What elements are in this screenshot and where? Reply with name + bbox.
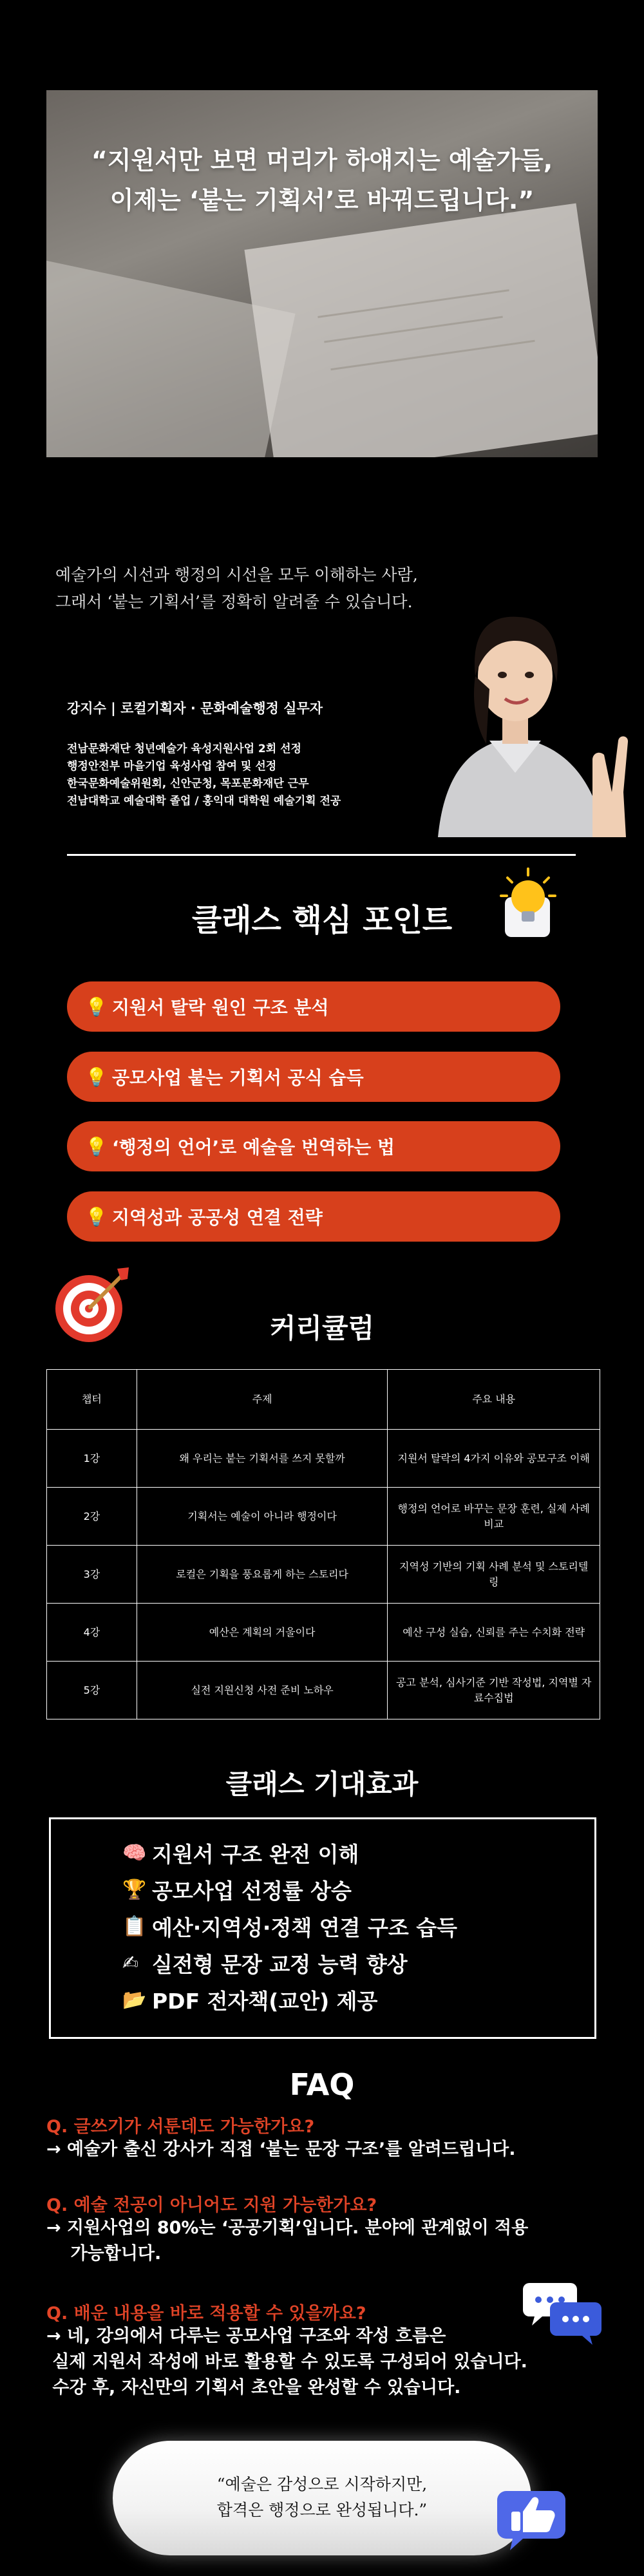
table-cell: 왜 우리는 붙는 기획서를 쓰지 못할까: [137, 1430, 388, 1488]
faq-question: Q. 글쓰기가 서툰데도 가능한가요?: [46, 2117, 315, 2137]
curriculum-table: [46, 1369, 600, 1719]
table-row: [47, 1604, 600, 1662]
instructor-career: [67, 741, 341, 810]
point-item: [67, 1121, 560, 1171]
thumbs-up-icon: [495, 2485, 572, 2555]
table-cell: 지역성 기반의 기획 사례 분석 및 스토리텔링: [388, 1546, 600, 1604]
effect-item: [122, 1911, 457, 1942]
column-header: 주요 내용: [388, 1370, 600, 1430]
table-row: [47, 1430, 600, 1488]
faq-question: Q. 배운 내용을 바로 적용할 수 있을까요?: [46, 2304, 366, 2324]
hero-image: [46, 90, 598, 457]
faq-answer-line: → 지원사업의 80%는 ‘공공기획’입니다. 분야에 관계없이 적용: [46, 2218, 529, 2238]
table-row: [47, 1662, 600, 1719]
table-cell: 행정의 언어로 바꾸는 문장 훈련, 실제 사례 비교: [388, 1488, 600, 1546]
hero-quote: [46, 140, 598, 220]
table-cell: 1강: [47, 1430, 137, 1488]
faq-question: Q. 예술 전공이 아니어도 지원 가능한가요?: [46, 2195, 377, 2215]
effect-text: 예산·지역성·정책 연결 구조 습득: [152, 1915, 457, 1940]
instructor-name: 강지수 | 로컬기획자 · 문화예술행정 실무자: [67, 701, 323, 716]
table-cell: 공고 분석, 심사기준 기반 작성법, 지역별 자료수집법: [388, 1662, 600, 1719]
career-item: 전남문화재단 청년예술가 육성지원사업 2회 선정: [67, 743, 301, 755]
table-cell: 3강: [47, 1546, 137, 1604]
section-divider: [67, 854, 576, 856]
point-item: [67, 1191, 560, 1242]
lightbulb-icon: 💡: [85, 1135, 108, 1157]
instructor-photo: [399, 580, 631, 837]
curriculum-title: 커리큘럼: [269, 1312, 375, 1344]
effect-item: [122, 1875, 352, 1905]
point-item: [67, 981, 560, 1032]
intro-line: 그래서 ‘붙는 기획서’를 정확히 알려줄 수 있습니다.: [55, 592, 413, 611]
table-cell: 지원서 탈락의 4가지 이유와 공모구조 이해: [388, 1430, 600, 1488]
table-cell: 4강: [47, 1604, 137, 1662]
effect-text: PDF 전자책(교안) 제공: [152, 1989, 378, 2014]
effect-text: 지원서 구조 완전 이해: [152, 1842, 359, 1867]
point-text: 지역성과 공공성 연결 전략: [112, 1207, 323, 1228]
lightbulb-icon: 💡: [85, 996, 108, 1018]
effect-text: 공모사업 선정률 상승: [152, 1879, 352, 1904]
faq-answer-line: 실제 지원서 작성에 바로 활용할 수 있도록 구성되어 있습니다.: [46, 2352, 527, 2372]
faq-answer-line: 가능합니다.: [46, 2244, 162, 2264]
table-cell: 기획서는 예술이 아니라 행정이다: [137, 1488, 388, 1546]
point-text: ‘행정의 언어’로 예술을 번역하는 법: [112, 1137, 395, 1158]
closing-quote: [113, 2472, 531, 2523]
point-text: 공모사업 붙는 기획서 공식 습득: [112, 1067, 364, 1088]
point-text: 지원서 탈락 원인 구조 분석: [112, 997, 329, 1018]
table-cell: 예산은 계획의 거울이다: [137, 1604, 388, 1662]
folder-icon: 📂: [122, 1989, 147, 2011]
table-cell: 5강: [47, 1662, 137, 1719]
career-item: 행정안전부 마을기업 육성사업 참여 및 선정: [67, 760, 277, 773]
table-cell: 2강: [47, 1488, 137, 1546]
effect-text: 실전형 문장 교정 능력 향상: [152, 1952, 408, 1977]
points-title: 클래스 핵심 포인트: [191, 902, 453, 938]
lightbulb-icon: 💡: [85, 1206, 108, 1227]
lightbulb-icon: 💡: [85, 1066, 108, 1088]
table-cell: 실전 지원신청 사전 준비 노하우: [137, 1662, 388, 1719]
effect-item: [122, 1838, 359, 1868]
intro-line: 예술가의 시선과 행정의 시선을 모두 이해하는 사람,: [55, 565, 418, 584]
hero-quote-line: 이제는 ‘붙는 기획서’로 바꿔드립니다.”: [109, 186, 535, 214]
effect-item: [122, 1985, 377, 2015]
table-row: [47, 1546, 600, 1604]
faq-title: FAQ: [289, 2067, 355, 2102]
clipboard-icon: 📋: [122, 1915, 147, 1938]
career-item: 한국문화예술위원회, 신안군청, 목포문화재단 근무: [67, 777, 309, 790]
column-header: 주제: [137, 1370, 388, 1430]
point-item: [67, 1052, 560, 1102]
table-row: [47, 1488, 600, 1546]
column-header: 챕터: [47, 1370, 137, 1430]
faq-answer-line: → 네, 강의에서 다루는 공모사업 구조와 작성 흐름은: [46, 2326, 446, 2346]
lightbulb-icon: [496, 866, 557, 940]
table-header-row: [47, 1370, 600, 1430]
faq-answer: [46, 2215, 600, 2267]
table-cell: 예산 구성 실습, 신뢰를 주는 수치화 전략: [388, 1604, 600, 1662]
effect-item: [122, 1948, 408, 1978]
faq-answer: [46, 2137, 600, 2163]
trophy-icon: 🏆: [122, 1879, 147, 1901]
closing-line: “예술은 감성으로 시작하지만,: [216, 2475, 428, 2494]
table-cell: 로컬은 기획을 풍요롭게 하는 스토리다: [137, 1546, 388, 1604]
career-item: 전남대학교 예술대학 졸업 / 홍익대 대학원 예술기획 전공: [67, 795, 341, 808]
effects-title: 클래스 기대효과: [225, 1768, 419, 1800]
faq-answer-line: → 예술가 출신 강사가 직접 ‘붙는 문장 구조’를 알려드립니다.: [46, 2139, 516, 2159]
brain-icon: 🧠: [122, 1842, 147, 1864]
hero-quote-line: “지원서만 보면 머리가 하얘지는 예술가들,: [91, 146, 553, 175]
faq-answer-line: 수강 후, 자신만의 기획서 초안을 완성할 수 있습니다.: [46, 2378, 461, 2398]
hero-paper-front: [244, 204, 598, 457]
closing-line: 합격은 행정으로 완성됩니다.”: [216, 2501, 428, 2519]
writing-hand-icon: ✍: [122, 1952, 139, 1975]
faq-answer: [46, 2324, 600, 2401]
